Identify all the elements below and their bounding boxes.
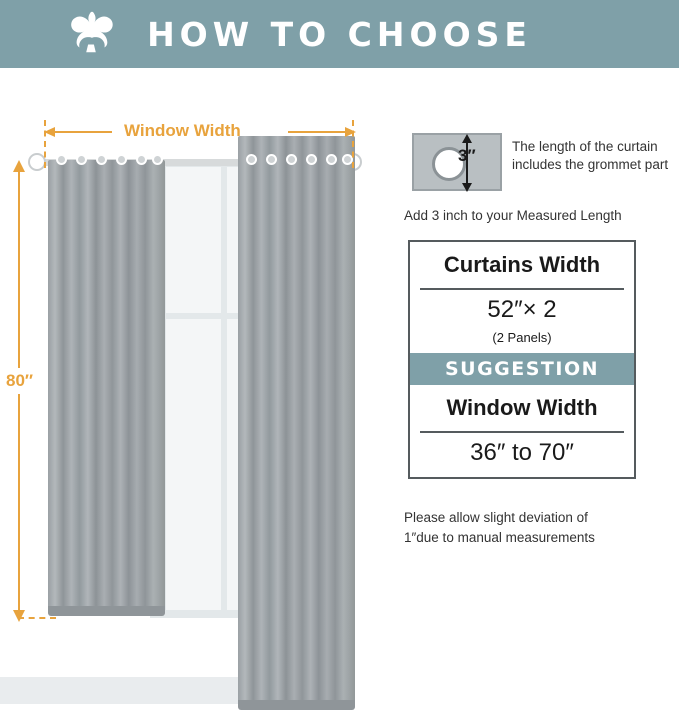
fleur-de-lis-icon: [62, 10, 120, 58]
window-width-label: Window Width: [124, 121, 241, 140]
grommet-detail-figure: [412, 133, 502, 191]
grommet-icon: [306, 154, 317, 165]
card-sub-panels: (2 Panels): [492, 330, 552, 345]
card-title-window-width: Window Width: [446, 395, 598, 420]
grommet-icon: [326, 154, 337, 165]
grommet-note-text: The length of the curtain includes the grommet part: [512, 139, 669, 173]
arrow-left-icon: [44, 124, 114, 140]
suggestion-card: [408, 240, 636, 479]
height-guide-bottom: [18, 617, 56, 619]
grommet-icon: [246, 154, 257, 165]
panel-hem: [48, 606, 165, 616]
card-value-window-width: 36″ to 70″: [470, 439, 574, 466]
grommet-icon: [266, 154, 277, 165]
grommet-icon: [56, 154, 67, 165]
grommet-icon: [96, 154, 107, 165]
grommet-size-label: 3″: [458, 146, 476, 165]
grommet-icon: [286, 154, 297, 165]
grommet-icon: [136, 154, 147, 165]
card-suggestion-banner: SUGGESTION: [410, 353, 634, 385]
header-banner: [0, 0, 679, 68]
grommet-icon: [76, 154, 87, 165]
window-mullion-vertical: [221, 164, 227, 614]
grommet-icon: [152, 154, 163, 165]
footnote-line-2: 1″due to manual measurements: [404, 530, 595, 546]
arrow-up-icon: [11, 160, 27, 176]
add-length-note: Add 3 inch to your Measured Length: [404, 208, 622, 223]
deviation-footnote: [404, 508, 676, 549]
card-title-curtains-width: Curtains Width: [443, 252, 601, 277]
curtain-diagram: [0, 68, 400, 636]
curtain-panel-right: [238, 136, 355, 704]
grommet-icon: [116, 154, 127, 165]
footnote-line-1: Please allow slight deviation of: [404, 510, 588, 525]
arrow-down-icon: [11, 606, 27, 622]
info-column: [400, 68, 679, 636]
card-value-curtains-width: 52″× 2: [487, 296, 557, 323]
panel-hem: [238, 700, 355, 710]
arrow-right-icon: [288, 124, 356, 140]
height-label: 80″: [6, 368, 33, 394]
page-title: HOW TO CHOOSE: [147, 14, 532, 54]
curtain-panel-left: [48, 160, 165, 610]
